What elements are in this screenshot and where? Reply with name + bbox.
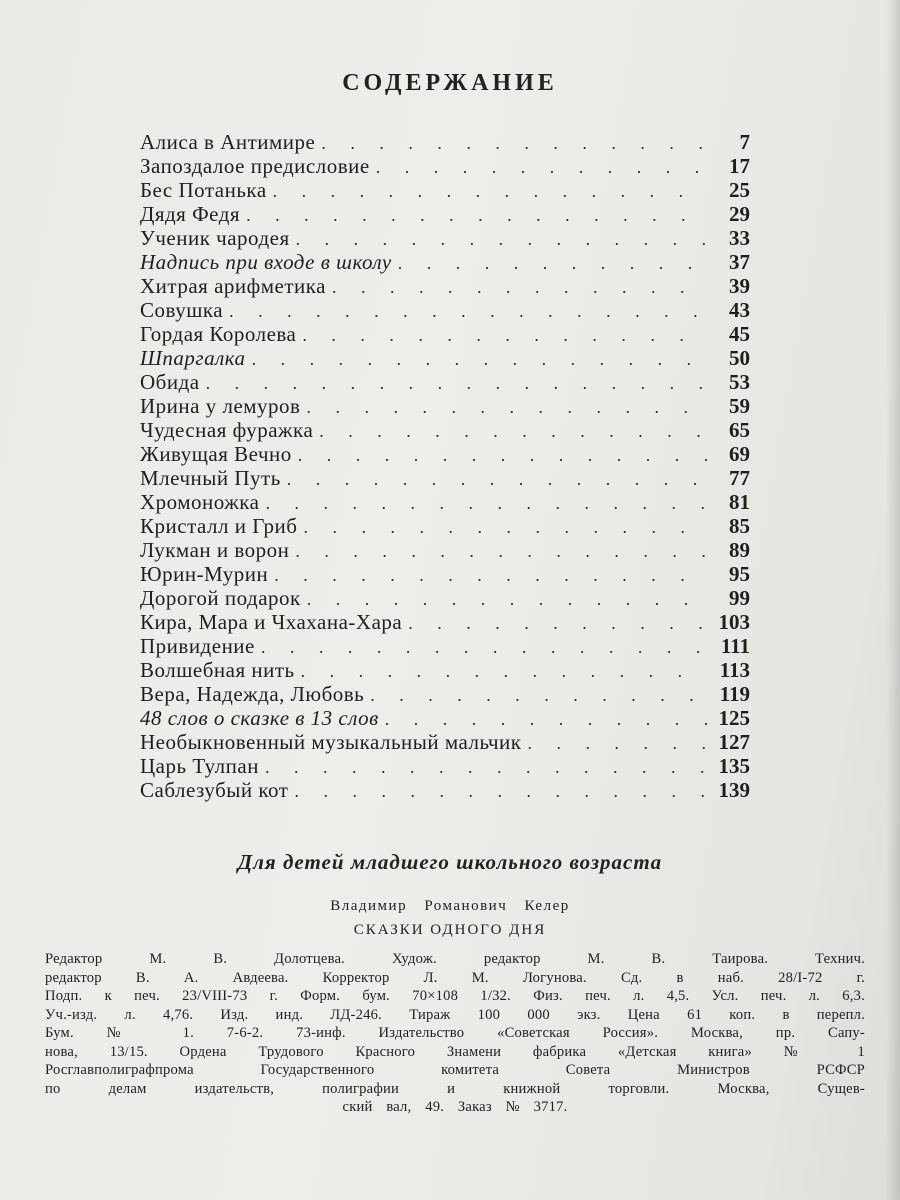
toc-entry-title: Ученик чародея <box>140 226 290 250</box>
toc-entry-title: Шпаргалка <box>140 346 246 370</box>
toc-leader-dots <box>303 515 708 539</box>
toc-entry <box>140 778 750 802</box>
toc-entry-title: Совушка <box>140 298 224 322</box>
toc-leader-dots <box>370 683 708 707</box>
toc-entry-page: 127 <box>718 730 750 754</box>
imprint-line: по делам издательств, полиграфии и книжной торговли. Москва, Сущев- <box>45 1080 865 1097</box>
toc-leader-dots <box>332 275 708 299</box>
toc-leader-dots <box>408 611 708 635</box>
toc-entry <box>140 658 750 682</box>
toc-leader-dots <box>321 131 708 155</box>
toc-entry <box>140 634 750 658</box>
toc-leader-dots <box>295 539 708 563</box>
toc-leader-dots <box>287 467 708 491</box>
toc-entry <box>140 130 750 154</box>
toc-entry <box>140 610 750 634</box>
toc-entry <box>140 394 750 418</box>
toc-entry-page: 69 <box>729 442 750 466</box>
toc-entry-title: Кристалл и Гриб <box>140 514 298 538</box>
toc-entry-title: Бес Потанька <box>140 178 267 202</box>
toc-leader-dots <box>296 227 708 251</box>
toc-leader-dots <box>274 563 708 587</box>
toc-entry-title: Вера, Надежда, Любовь <box>140 682 365 706</box>
toc-leader-dots <box>265 755 708 779</box>
toc-entry <box>140 274 750 298</box>
toc-entry-page: 29 <box>729 202 750 226</box>
toc-entry-page: 113 <box>719 658 750 682</box>
toc-entry-title: Алиса в Антимире <box>140 130 316 154</box>
toc-entry-title: Кира, Мара и Чхахана-Хара <box>140 610 403 634</box>
toc-entry-page: 111 <box>720 634 750 658</box>
toc-entry <box>140 418 750 442</box>
imprint-block <box>45 950 865 1117</box>
toc-entry-title: Хромоножка <box>140 490 260 514</box>
imprint-line: Бум. № 1. 7-6-2. 73-инф. Издательство «Советская Россия». Москва, пр. Сапу- <box>45 1025 865 1041</box>
contents-heading: СОДЕРЖАНИЕ <box>342 70 558 96</box>
toc-entry-page: 53 <box>729 370 750 394</box>
toc-entry <box>140 682 750 706</box>
toc-leader-dots <box>294 779 708 803</box>
toc-entry <box>140 466 750 490</box>
toc-entry <box>140 442 750 466</box>
toc-entry <box>140 202 750 226</box>
imprint-line: Росглавполиграфпрома Государственного комитета Совета Министров РСФСР <box>45 1062 865 1078</box>
toc-entry <box>140 562 750 586</box>
toc-entry-title: Дядя Федя <box>140 202 241 226</box>
author-name: Владимир Романович Келер <box>330 898 570 914</box>
imprint-line: нова, 13/15. Ордена Трудового Красного Знамени фабрика «Детская книга» № 1 <box>45 1043 865 1060</box>
toc-entry-page: 103 <box>718 610 750 634</box>
toc-entry <box>140 370 750 394</box>
toc-leader-dots <box>376 155 708 179</box>
toc-entry-title: Дорогой подарок <box>140 586 301 610</box>
toc-entry <box>140 538 750 562</box>
toc-entry-page: 135 <box>718 754 750 778</box>
toc-entry-title: Гордая Королева <box>140 322 297 346</box>
toc-entry-title: Лукман и ворон <box>140 538 290 562</box>
toc-entry-page: 65 <box>729 418 750 442</box>
toc-entry <box>140 514 750 538</box>
toc-entry-title: Чудесная фуражка <box>140 418 314 442</box>
toc-entry-page: 45 <box>729 322 750 346</box>
toc-entry <box>140 346 750 370</box>
toc-entry-title: Юрин-Мурин <box>140 562 269 586</box>
toc-leader-dots <box>206 371 708 395</box>
toc-entry-title: Запоздалое предисловие <box>140 154 370 178</box>
toc-entry <box>140 586 750 610</box>
toc-entry-title: Необыкновенный музыкальный мальчик <box>140 730 522 754</box>
toc-entry <box>140 226 750 250</box>
toc-leader-dots <box>252 347 708 371</box>
toc-leader-dots <box>246 203 708 227</box>
toc-entry <box>140 706 750 730</box>
toc-leader-dots <box>398 251 708 275</box>
table-of-contents <box>140 130 750 802</box>
toc-entry <box>140 298 750 322</box>
toc-entry-title: Обида <box>140 370 200 394</box>
toc-leader-dots <box>528 731 709 755</box>
audience-note: Для детей младшего школьного возраста <box>237 850 663 874</box>
imprint-line: Уч.-изд. л. 4,76. Изд. инд. ЛД-246. Тираж 100 000 экз. Цена 61 коп. в перепл. <box>45 1006 865 1023</box>
toc-entry-title: Живущая Вечно <box>140 442 292 466</box>
toc-entry-page: 95 <box>729 562 750 586</box>
book-title: СКАЗКИ ОДНОГО ДНЯ <box>353 922 547 938</box>
toc-entry <box>140 250 750 274</box>
toc-entry-title: Саблезубый кот <box>140 778 289 802</box>
imprint-line: Редактор М. В. Долотцева. Худож. редактор М. В. Таирова. Технич. <box>45 951 865 967</box>
toc-entry-title: Млечный Путь <box>140 466 281 490</box>
toc-entry-title: Надпись при входе в школу <box>140 250 392 274</box>
toc-entry-page: 77 <box>729 466 750 490</box>
toc-entry-page: 99 <box>729 586 750 610</box>
toc-entry <box>140 322 750 346</box>
toc-entry-page: 139 <box>718 778 750 802</box>
toc-entry-page: 39 <box>729 274 750 298</box>
toc-entry-title: Царь Тулпан <box>140 754 259 778</box>
toc-leader-dots <box>306 395 708 419</box>
toc-entry-page: 25 <box>729 178 750 202</box>
toc-entry-page: 37 <box>729 250 750 274</box>
toc-entry-page: 89 <box>729 538 750 562</box>
toc-entry-page: 125 <box>718 706 750 730</box>
toc-entry-page: 50 <box>729 346 750 370</box>
toc-entry <box>140 490 750 514</box>
imprint-line: редактор В. А. Авдеева. Корректор Л. М. Логунова. Сд. в наб. 28/I-72 г. <box>45 969 865 986</box>
toc-entry-title: Волшебная нить <box>140 658 295 682</box>
toc-entry <box>140 730 750 754</box>
toc-entry <box>140 754 750 778</box>
toc-entry-page: 85 <box>729 514 750 538</box>
toc-entry-title: Ирина у лемуров <box>140 394 301 418</box>
toc-leader-dots <box>298 443 708 467</box>
toc-leader-dots <box>261 635 708 659</box>
page-edge-shadow <box>886 0 900 1200</box>
toc-entry-page: 7 <box>739 130 750 154</box>
imprint-line: ский вал, 49. Заказ № 3717. <box>342 1099 568 1115</box>
toc-entry <box>140 178 750 202</box>
toc-leader-dots <box>229 299 708 323</box>
toc-entry <box>140 154 750 178</box>
toc-leader-dots <box>319 419 708 443</box>
toc-leader-dots <box>266 491 709 515</box>
imprint-line: Подп. к печ. 23/VIII-73 г. Форм. бум. 70×108 1/32. Физ. печ. л. 4,5. Усл. печ. л. 6,3. <box>45 988 865 1004</box>
toc-entry-page: 33 <box>729 226 750 250</box>
toc-leader-dots <box>307 587 708 611</box>
toc-entry-page: 119 <box>719 682 750 706</box>
toc-leader-dots <box>301 659 708 683</box>
toc-entry-title: 48 слов о сказке в 13 слов <box>140 706 379 730</box>
toc-entry-page: 17 <box>729 154 750 178</box>
toc-leader-dots <box>273 179 708 203</box>
toc-leader-dots <box>302 323 708 347</box>
toc-entry-page: 81 <box>729 490 750 514</box>
toc-entry-title: Привидение <box>140 634 255 658</box>
toc-entry-page: 59 <box>729 394 750 418</box>
toc-entry-page: 43 <box>729 298 750 322</box>
toc-entry-title: Хитрая арифметика <box>140 274 326 298</box>
toc-leader-dots <box>385 707 708 731</box>
